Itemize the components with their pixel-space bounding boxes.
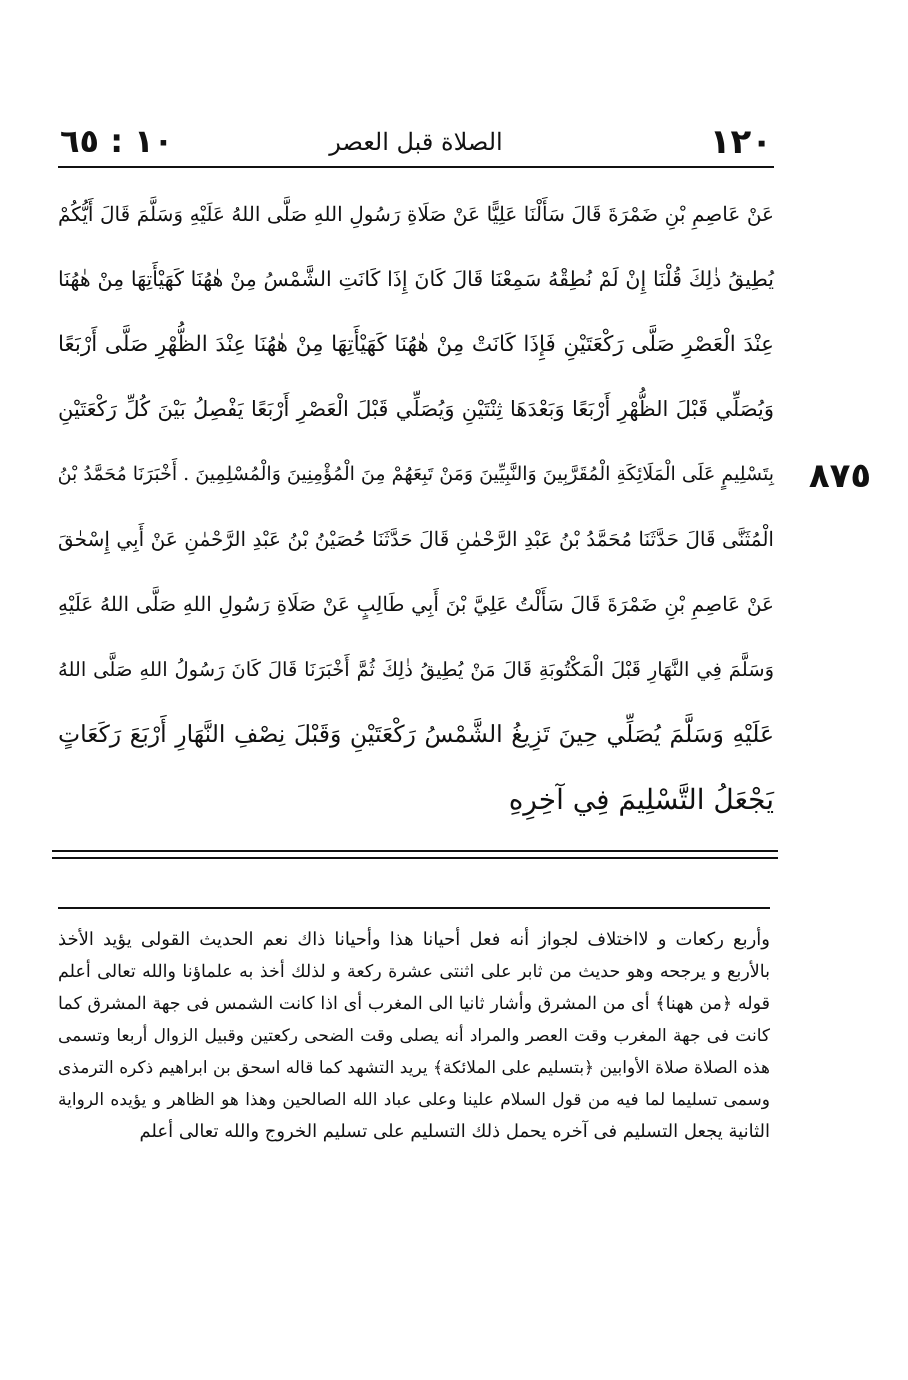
hadith-line: يُطِيقُ ذٰلِكَ قُلْنَا إِنْ لَمْ نُطِقْهُ سَمِعْنَا قَالَ كَانَ إِذَا كَانَتِ الشَّمْسُ مِنْ هٰهُنَا كَهَيْأَتِهَا مِنْ هٰهُنَا xyxy=(58,267,774,291)
hadith-line: عَلَيْهِ وَسَلَّمَ يُصَلِّي حِينَ تَزِيغُ الشَّمْسُ رَكْعَتَيْنِ وَقَبْلَ نِصْفِ النَّهَارِ أَرْبَعَ رَكَعَاتٍ xyxy=(58,720,775,748)
commentary-line: وأربع ركعات و لااختلاف لجواز أنه فعل أحيانا هذا وأحيانا ذاك نعم الحديث القولى يؤيد الأخذ xyxy=(58,929,770,950)
hadith-line: بِتَسْلِيمٍ عَلَى الْمَلَائِكَةِ الْمُقَرَّبِينَ وَالنَّبِيِّينَ وَمَنْ تَبِعَهُمْ مِنَ الْمُؤْمِنِينَ وَالْمُسْلِمِينَ . أَخْبَرَنَا مُحَمَّدُ بْنُ xyxy=(57,463,774,485)
page-header xyxy=(60,122,772,166)
hadith-line: وَسَلَّمَ فِي النَّهَارِ قَبْلَ الْمَكْتُوبَةِ قَالَ مَنْ يُطِيقُ ذٰلِكَ ثُمَّ أَخْبَرَنَا قَالَ كَانَ رَسُولُ اللهِ صَلَّى اللهُ xyxy=(58,658,774,681)
hadith-line: الْمُثَنَّى قَالَ حَدَّثَنَا مُحَمَّدُ بْنُ عَبْدِ الرَّحْمٰنِ قَالَ حَدَّثَنَا حُصَيْنُ بْنُ عَبْدِ الرَّحْمٰنِ عَنْ أَبِي إِسْحٰقَ xyxy=(58,527,774,551)
main-text-end-rule xyxy=(52,850,778,859)
hadith-line: يَجْعَلُ التَّسْلِيمَ فِي آخِرِهِ xyxy=(508,783,774,816)
hadith-line: وَيُصَلِّي قَبْلَ الظُّهْرِ أَرْبَعًا وَبَعْدَهَا ثِنْتَيْنِ وَيُصَلِّي قَبْلَ الْعَصْرِ أَرْبَعًا يَفْصِلُ بَيْنَ كُلِّ رَكْعَتَيْنِ xyxy=(58,397,774,421)
commentary-line: بالأربع و يرجحه وهو حديث من ثابر على اثنتى عشرة ركعة و لذلك أخذ به علماؤنا والله تعالى أعلم xyxy=(58,962,770,982)
hadith-line: عَنْ عَاصِمِ بْنِ ضَمْرَةَ قَالَ سَأَلْنَا عَلِيًّا عَنْ صَلَاةِ رَسُولِ اللهِ صَلَّى اللهُ عَلَيْهِ وَسَلَّمَ قَالَ أَيُّكُمْ xyxy=(58,202,774,226)
hadith-line: عِنْدَ الْعَصْرِ صَلَّى رَكْعَتَيْنِ فَإِذَا كَانَتْ مِنْ هٰهُنَا كَهَيْأَتِهَا مِنْ هٰهُنَا عِنْدَ الظُّهْرِ صَلَّى أَرْبَعًا xyxy=(58,332,774,357)
header-rule xyxy=(58,166,774,168)
hadith-number: ٨٧٥ xyxy=(808,456,872,496)
commentary-line: قوله ﴿من ههنا﴾ أى من المشرق وأشار ثانيا الى المغرب أى اذا كانت الشمس فى جهة المشرق كما xyxy=(58,994,770,1014)
hadith-text xyxy=(58,182,774,832)
commentary-line: وسمى تسليما لما فيه من قول السلام علينا وعلى عباد الله الصالحين وهذا هو الظاهر و يؤيده الرواية xyxy=(58,1090,770,1110)
commentary-text xyxy=(58,924,770,1148)
section-reference: ١٠ : ٦٥ xyxy=(60,122,174,160)
running-title: الصلاة قبل العصر xyxy=(329,128,503,156)
footnote-rule xyxy=(58,907,770,909)
commentary-line: كانت فى جهة المغرب وقت العصر والمراد أنه يصلى وقت الضحى ركعتين وقبيل الزوال أربعا وتسمى xyxy=(58,1026,770,1046)
hadith-line: عَنْ عَاصِمِ بْنِ ضَمْرَةَ قَالَ سَأَلْتُ عَلِيَّ بْنَ أَبِي طَالِبٍ عَنْ صَلَاةِ رَسُولِ اللهِ صَلَّى اللهُ عَلَيْهِ xyxy=(58,592,774,616)
page-number: ١٢٠ xyxy=(709,122,772,162)
commentary-line: الثانية يجعل التسليم فى آخره يحمل ذلك التسليم على تسليم الخروج والله تعالى أعلم xyxy=(139,1121,770,1142)
commentary-line: هذه الصلاة صلاة الأوابين ﴿بتسليم على الملائكة﴾ يريد التشهد كما قاله اسحق بن ابراهيم ذكره الترمذى xyxy=(58,1058,770,1078)
